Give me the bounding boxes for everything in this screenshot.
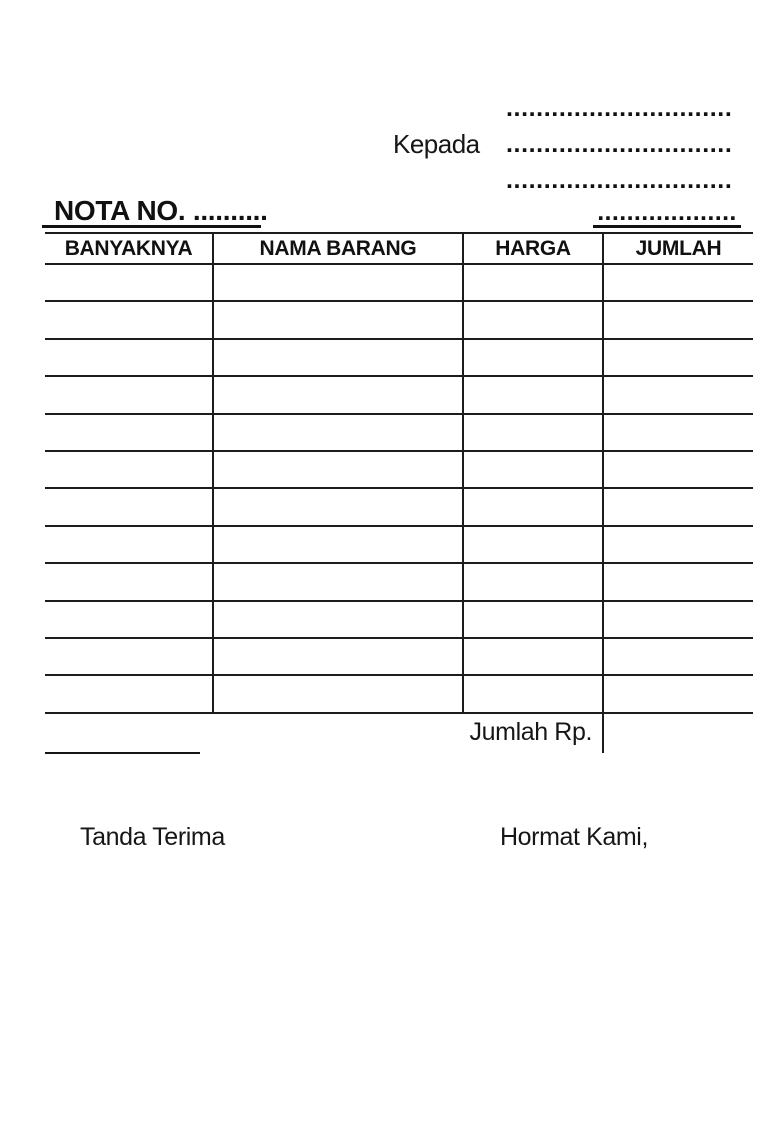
column-header-jumlah: JUMLAH [635, 236, 722, 260]
table-cell-empty [604, 676, 753, 711]
table-row [45, 489, 753, 526]
items-table [45, 232, 753, 714]
table-cell-empty [45, 639, 214, 674]
table-cell-empty [214, 452, 464, 487]
table-cell-empty [464, 452, 604, 487]
table-cell-empty [214, 415, 464, 450]
table-cell-empty [604, 377, 753, 412]
table-cell-empty [214, 489, 464, 524]
total-column-divider-line [602, 714, 604, 753]
table-cell-empty [604, 564, 753, 599]
table-cell-empty [604, 265, 753, 300]
table-cell-empty [464, 639, 604, 674]
table-cell-empty [604, 452, 753, 487]
table-row [45, 639, 753, 676]
table-row [45, 452, 753, 489]
table-cell-empty [214, 265, 464, 300]
table-row [45, 527, 753, 564]
table-row [45, 377, 753, 414]
table-row [45, 302, 753, 339]
table-body [45, 265, 753, 714]
hormat-kami-label: Hormat Kami, [500, 823, 649, 851]
table-cell-empty [604, 302, 753, 337]
table-cell-empty [464, 302, 604, 337]
table-row [45, 564, 753, 601]
table-cell-empty [464, 602, 604, 637]
table-cell-empty [45, 340, 214, 375]
table-cell-empty [45, 302, 214, 337]
kepada-label: Kepada [393, 129, 480, 159]
table-cell-empty [45, 527, 214, 562]
table-row [45, 602, 753, 639]
table-cell-empty [214, 676, 464, 711]
table-cell-empty [464, 265, 604, 300]
table-cell-empty [214, 377, 464, 412]
table-cell-empty [214, 639, 464, 674]
table-cell-empty [214, 564, 464, 599]
recipient-dotted-line-1: .............................. [506, 95, 733, 121]
table-cell-empty [45, 564, 214, 599]
column-header-banyaknya: BANYAKNYA [45, 234, 214, 263]
tanda-terima-label: Tanda Terima [80, 823, 225, 851]
recipient-dotted-line-3: .............................. [506, 167, 733, 193]
table-cell-empty [604, 489, 753, 524]
column-header-harga: HARGA [464, 234, 604, 263]
table-cell-empty [45, 377, 214, 412]
table-cell-empty [214, 602, 464, 637]
table-cell-empty [45, 489, 214, 524]
table-cell-empty [464, 564, 604, 599]
table-cell-empty [604, 527, 753, 562]
table-cell-empty [45, 452, 214, 487]
recipient-dotted-line-2: .............................. [506, 131, 733, 157]
table-cell-empty [45, 602, 214, 637]
table-cell-empty [214, 302, 464, 337]
table-row [45, 265, 753, 302]
table-cell-empty [464, 340, 604, 375]
table-cell-empty [214, 527, 464, 562]
table-row [45, 340, 753, 377]
table-cell-empty [464, 489, 604, 524]
date-dotted-field: ................... [593, 200, 741, 228]
table-header-row [45, 232, 753, 265]
table-cell-empty [464, 415, 604, 450]
table-cell-empty [45, 415, 214, 450]
table-cell-empty [604, 639, 753, 674]
total-label: Jumlah Rp. [469, 718, 592, 746]
nota-number-field: NOTA NO. .......... [42, 195, 261, 228]
table-cell-empty [604, 340, 753, 375]
table-row [45, 415, 753, 452]
table-cell-empty [604, 602, 753, 637]
signature-line [45, 752, 200, 754]
table-cell-empty [464, 527, 604, 562]
table-cell-empty [604, 415, 753, 450]
table-cell-empty [464, 377, 604, 412]
table-cell-empty [214, 340, 464, 375]
table-row [45, 676, 753, 713]
table-cell-empty [45, 265, 214, 300]
table-cell-empty [464, 676, 604, 711]
column-header-nama-barang: NAMA BARANG [214, 234, 464, 263]
table-cell-empty [45, 676, 214, 711]
